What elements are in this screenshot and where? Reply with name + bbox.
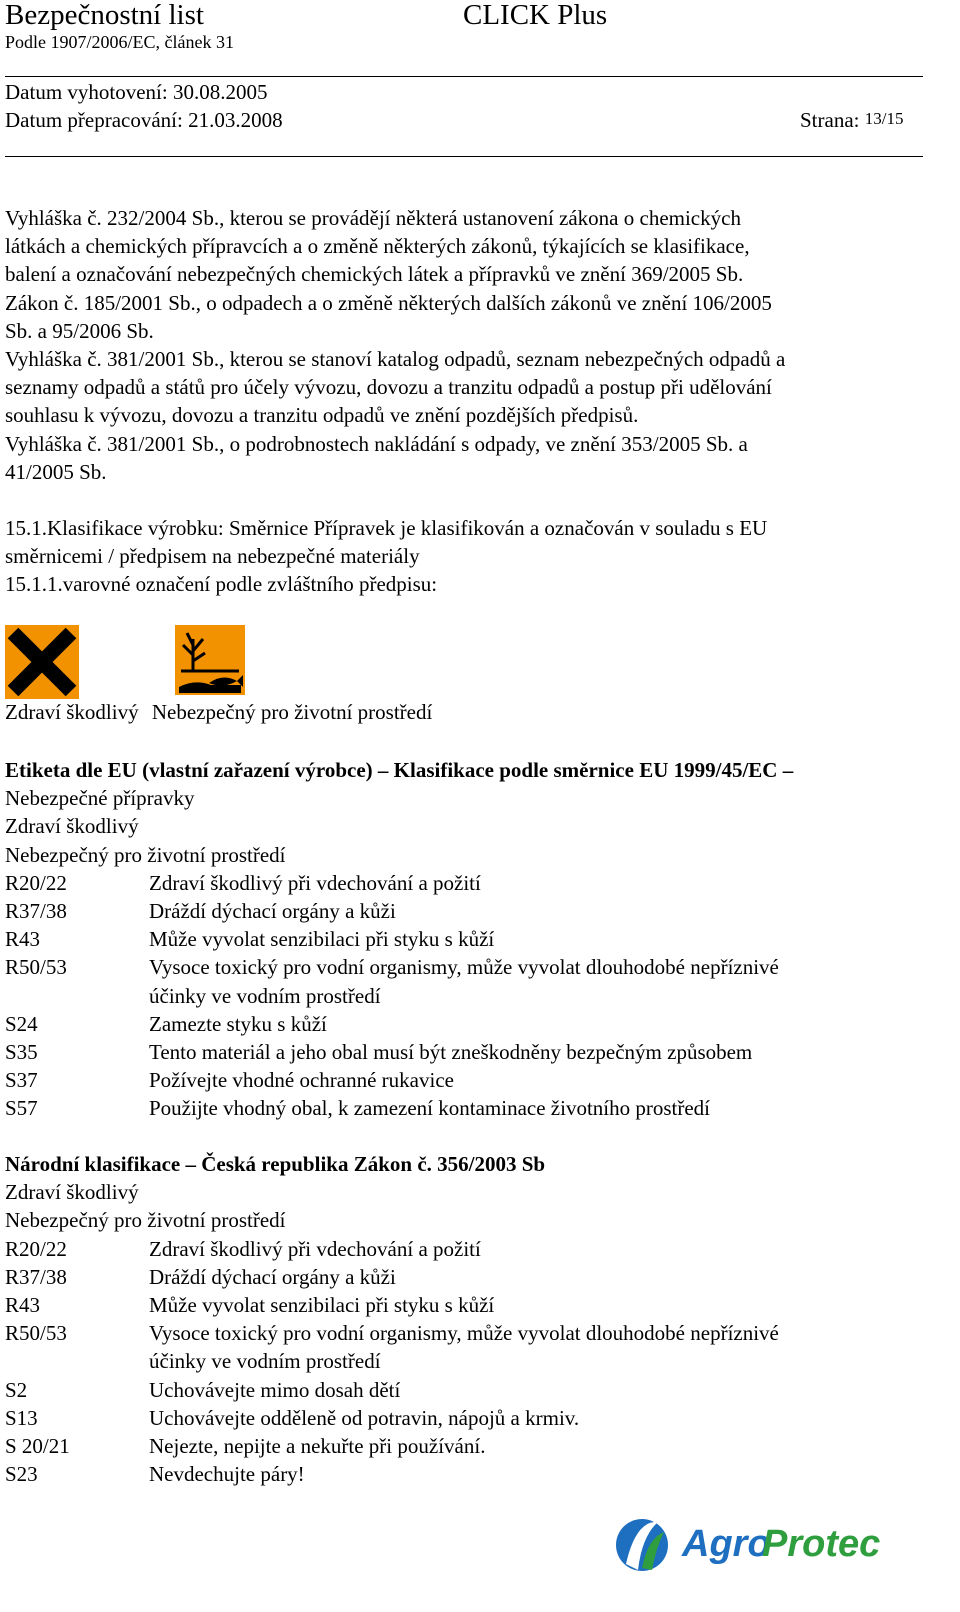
phrase-text-line: Zdraví škodlivý při vdechování a požití bbox=[149, 1236, 481, 1261]
phrase-text-line: Použijte vhodný obal, k zamezení kontaminace životního prostředí bbox=[149, 1096, 711, 1121]
phrase-text bbox=[149, 1010, 935, 1038]
phrase-code: S35 bbox=[5, 1040, 38, 1065]
header-rule-bottom bbox=[5, 156, 923, 157]
phrase-text bbox=[149, 1376, 935, 1404]
logo-text-agro: Agro bbox=[682, 1523, 771, 1565]
issue-date: Datum vyhotovení: 30.08.2005 bbox=[5, 80, 268, 104]
phrase-text-line: Vysoce toxický pro vodní organismy, může vyvolat dlouhodobé nepříznivé bbox=[149, 955, 779, 980]
phrase-text bbox=[149, 869, 935, 897]
phrase-row bbox=[5, 1263, 935, 1291]
legislation-section bbox=[5, 204, 935, 486]
phrase-code: S57 bbox=[5, 1096, 38, 1121]
phrase-text bbox=[149, 1094, 935, 1122]
product-name: CLICK Plus bbox=[463, 0, 608, 31]
phrase-text-line: Požívejte vhodné ochranné rukavice bbox=[149, 1068, 454, 1093]
phrase-code: R20/22 bbox=[5, 1236, 67, 1261]
page-number: 13/15 bbox=[864, 109, 904, 128]
phrase-code: S2 bbox=[5, 1377, 28, 1402]
legislation-line: balení a označování nebezpečných chemických látek a přípravků ve znění 369/2005 Sb. bbox=[5, 262, 744, 287]
phrase-text-line: Zdraví škodlivý při vdechování a požití bbox=[149, 870, 481, 895]
phrase-code: S 20/21 bbox=[5, 1434, 70, 1459]
phrase-text bbox=[149, 1263, 935, 1291]
document-title: Bezpečnostní list bbox=[5, 0, 204, 31]
phrase-code: R37/38 bbox=[5, 1264, 67, 1289]
eu-label-heading: Etiketa dle EU (vlastní zařazení výrobce) – Klasifikace podle směrnice EU 1999/45/EC – bbox=[5, 758, 794, 782]
phrase-text bbox=[149, 953, 935, 1009]
phrase-code: R43 bbox=[5, 927, 41, 952]
classification-line: směrnicemi / předpisem na nebezpečné materiály bbox=[5, 544, 420, 569]
dead-tree-fish-icon bbox=[175, 625, 245, 695]
phrase-text-line: účinky ve vodním prostředí bbox=[149, 983, 381, 1008]
legislation-line: látkách a chemických přípravcích a o změně některých zákonů, týkajících se klasifikace, bbox=[5, 234, 750, 259]
eu-label-line: Nebezpečný pro životní prostředí bbox=[5, 842, 286, 867]
phrase-text bbox=[149, 1460, 935, 1488]
phrase-text-line: Vysoce toxický pro vodní organismy, může vyvolat dlouhodobé nepříznivé bbox=[149, 1321, 779, 1346]
phrase-text-line: Nejezte, nepijte a nekuřte při používání. bbox=[149, 1434, 486, 1459]
revision-date: Datum přepracování: 21.03.2008 bbox=[5, 108, 283, 132]
phrase-text-line: Může vyvolat senzibilaci při styku s kůží bbox=[149, 1293, 495, 1318]
legislation-line: Vyhláška č. 232/2004 Sb., kterou se provádějí některá ustanovení zákona o chemických bbox=[5, 206, 741, 230]
page-label: Strana: bbox=[800, 108, 860, 132]
phrase-text-line: Zamezte styku s kůží bbox=[149, 1011, 327, 1036]
phrase-text-line: Nevdechujte páry! bbox=[149, 1462, 305, 1487]
harmful-caption: Zdraví škodlivý bbox=[5, 700, 139, 724]
eu-label-line: Nebezpečné přípravky bbox=[5, 786, 195, 811]
phrase-row bbox=[5, 869, 935, 897]
phrase-row bbox=[5, 953, 935, 1009]
legislation-line: Vyhláška č. 381/2001 Sb., o podrobnostech nakládání s odpady, ve znění 353/2005 Sb. a bbox=[5, 431, 748, 456]
phrase-code: S13 bbox=[5, 1405, 38, 1430]
agroprotec-logo bbox=[612, 1500, 932, 1590]
legislation-line: seznamy odpadů a států pro účely vývozu, dovozu a tranzitu odpadů a postup při udělování bbox=[5, 375, 772, 400]
phrase-row bbox=[5, 1376, 935, 1404]
national-line: Nebezpečný pro životní prostředí bbox=[5, 1208, 286, 1233]
pictogram-captions bbox=[5, 700, 432, 725]
phrase-text-line: Tento materiál a jeho obal musí být zneškodněny bezpečným způsobem bbox=[149, 1040, 753, 1065]
classification-line: 15.1.1.varovné označení podle zvláštního předpisu: bbox=[5, 572, 438, 597]
regulation-reference: Podle 1907/2006/EC, článek 31 bbox=[5, 32, 234, 52]
phrase-text-line: Dráždí dýchací orgány a kůži bbox=[149, 899, 396, 924]
page-indicator bbox=[800, 108, 903, 133]
environment-caption: Nebezpečný pro životní prostředí bbox=[151, 700, 433, 724]
phrase-row bbox=[5, 1010, 935, 1038]
legislation-line: souhlasu k vývozu, dovozu a tranzitu odpadů ve znění pozdějších předpisů. bbox=[5, 403, 639, 428]
phrase-text bbox=[149, 897, 935, 925]
classification-line: 15.1.Klasifikace výrobku: Směrnice Přípravek je klasifikován a označován v souladu s EU bbox=[5, 516, 768, 540]
eu-label-section bbox=[5, 756, 935, 1123]
phrase-text-line: účinky ve vodním prostředí bbox=[149, 1349, 381, 1374]
phrase-row bbox=[5, 1066, 935, 1094]
phrase-text bbox=[149, 1291, 935, 1319]
phrase-code: R20/22 bbox=[5, 870, 67, 895]
legislation-line: Sb. a 95/2006 Sb. bbox=[5, 318, 154, 343]
phrase-row bbox=[5, 925, 935, 953]
logo-text-protec: Protec bbox=[762, 1523, 881, 1565]
phrase-row bbox=[5, 1319, 935, 1375]
phrase-row bbox=[5, 1460, 935, 1488]
phrase-text bbox=[149, 925, 935, 953]
harmful-x-icon bbox=[5, 625, 79, 699]
phrase-code: R50/53 bbox=[5, 1321, 67, 1346]
eu-label-line: Zdraví škodlivý bbox=[5, 814, 139, 839]
phrase-row bbox=[5, 897, 935, 925]
phrase-code: S24 bbox=[5, 1011, 38, 1036]
phrase-row bbox=[5, 1432, 935, 1460]
phrase-code: S37 bbox=[5, 1068, 38, 1093]
eu-phrase-list bbox=[5, 869, 935, 1123]
phrase-text bbox=[149, 1235, 935, 1263]
national-line: Zdraví škodlivý bbox=[5, 1180, 139, 1205]
phrase-text bbox=[149, 1404, 935, 1432]
national-section bbox=[5, 1150, 935, 1488]
national-phrase-list bbox=[5, 1235, 935, 1489]
phrase-text-line: Může vyvolat senzibilaci při styku s kůží bbox=[149, 927, 495, 952]
phrase-code: R37/38 bbox=[5, 899, 67, 924]
phrase-code: R43 bbox=[5, 1293, 41, 1318]
national-heading: Národní klasifikace – Česká republika Zákon č. 356/2003 Sb bbox=[5, 1152, 546, 1176]
phrase-text bbox=[149, 1066, 935, 1094]
phrase-row bbox=[5, 1235, 935, 1263]
legislation-line: 41/2005 Sb. bbox=[5, 459, 107, 484]
phrase-text-line: Uchovávejte mimo dosah dětí bbox=[149, 1377, 401, 1402]
phrase-row bbox=[5, 1038, 935, 1066]
phrase-row bbox=[5, 1291, 935, 1319]
legislation-line: Zákon č. 185/2001 Sb., o odpadech a o změně některých dalších zákonů ve znění 106/2005 bbox=[5, 290, 772, 315]
phrase-row bbox=[5, 1404, 935, 1432]
phrase-code: S23 bbox=[5, 1462, 38, 1487]
phrase-text-line: Uchovávejte odděleně od potravin, nápojů a krmiv. bbox=[149, 1405, 580, 1430]
phrase-text bbox=[149, 1432, 935, 1460]
phrase-text bbox=[149, 1038, 935, 1066]
phrase-code: R50/53 bbox=[5, 955, 67, 980]
legislation-line: Vyhláška č. 381/2001 Sb., kterou se stanoví katalog odpadů, seznam nebezpečných odpadů a bbox=[5, 347, 786, 372]
phrase-text-line: Dráždí dýchací orgány a kůži bbox=[149, 1264, 396, 1289]
phrase-text bbox=[149, 1319, 935, 1375]
classification-section bbox=[5, 514, 935, 599]
header-rule-top bbox=[5, 76, 923, 77]
phrase-row bbox=[5, 1094, 935, 1122]
